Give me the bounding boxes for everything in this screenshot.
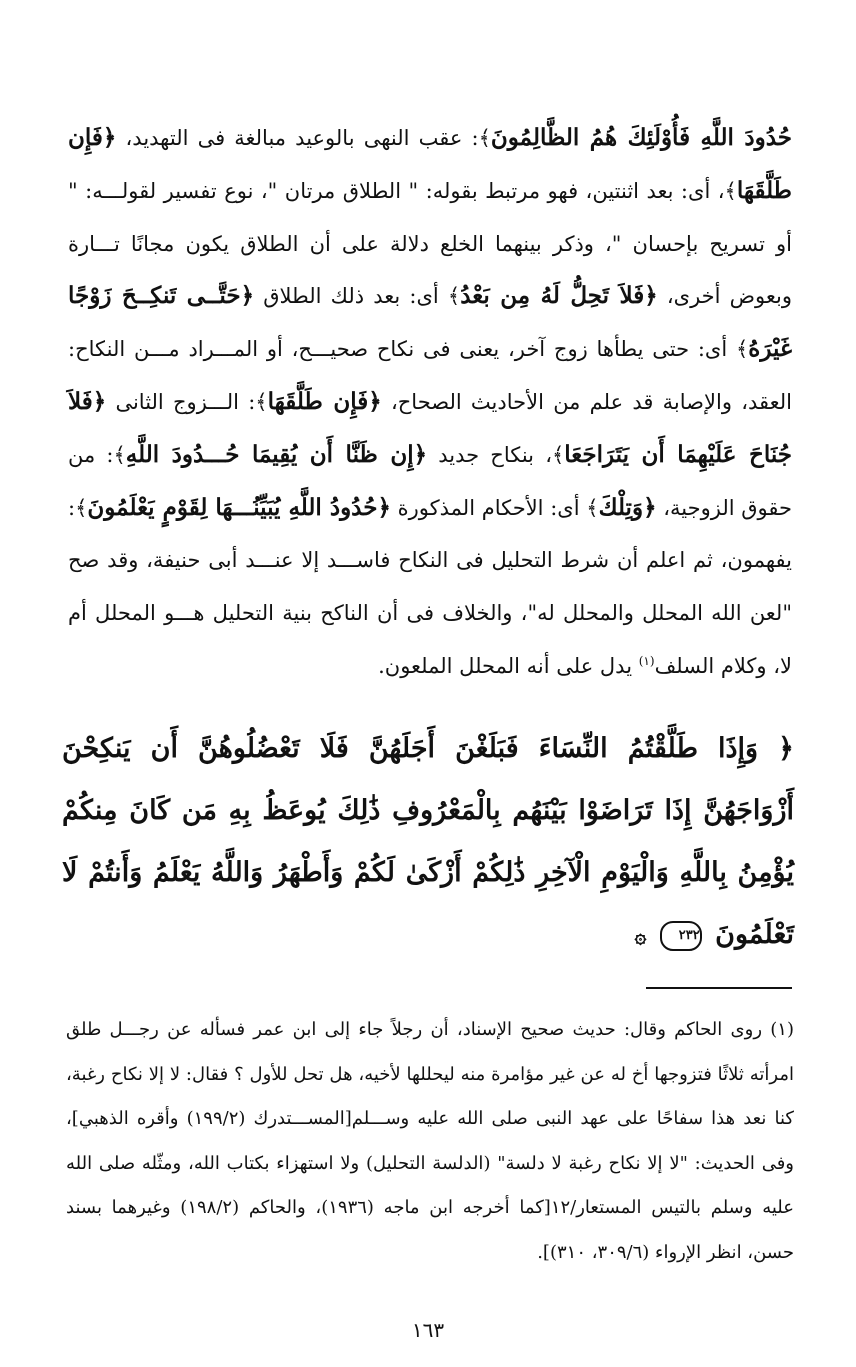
commentary-text: ﴾ أى: الأحكام المذكورة — [390, 495, 599, 520]
footnote-reference: (١) — [638, 653, 655, 668]
quran-quote: ﴿حُدُودُ اللَّهِ يُبَيِّنُـــهَا لِقَوْمٍ يَعْلَمُونَ — [87, 493, 391, 521]
quran-verse-block — [62, 718, 794, 967]
commentary-text: ﴾: عقب النهى بالوعيد مبالغة فى التهديد، — [116, 126, 491, 150]
footnote-divider — [646, 987, 792, 989]
quran-quote: ﴿فَإِن طَلَّقَهَا — [267, 387, 382, 415]
commentary-text: ﴾ أى: حتى يطأها زوج آخر، يعنى فى نكاح صحيـــح، أو المـــراد مـــن النكاح: العقد، والإصابة قد علم من الأحاديث الصحاح، — [68, 337, 792, 414]
commentary-text: ﴾: من حقوق الزوجية، — [68, 442, 792, 520]
quran-quote: ﴿وَتِلْكَ — [598, 493, 657, 521]
commentary-text: يدل على أنه المحلل الملعون. — [378, 653, 639, 678]
page-number: ١٦٣ — [411, 1318, 445, 1342]
quran-quote: ﴿فَإِن طَلَّقَهَا — [68, 124, 792, 204]
commentary-text: ﴾ أى: بعد ذلك الطلاق — [254, 284, 461, 309]
quran-quote: حُدُودَ اللَّهِ فَأُوْلَئِكَ هُمُ الظَّالِمُونَ — [490, 124, 792, 151]
footnote: (١) روى الحاكم وقال: حديث صحيح الإسناد، أن رجلاً جاء إلى ابن عمر فسأله عن رجـــل طلق امرأته ثلاثًا فتزوجها أخ له عن غير مؤامرة منه ليحللها لأخيه، هل تحل للأول ؟ فقال: لا إلا نكاح رغبة، كنا نعد هذا سفاحًا على عهد النبى صلى الله عليه وســـلم[المســـتدرك (١٩٩/٢) وأقره الذهبي]، وفى الحديث: "لا إلا نكاح رغبة لا دلسة" (الدلسة التحليل) ولا استهزاء بكتاب الله، ومثّله صلى الله عليه وسلم بالتيس المستعار/١٢[كما أخرجه ابن ماجه (١٩٣٦)، والحاكم (١٩٨/٢) وغيرهما بسند حسن، انظر الإرواء (٣٠٩/٦، ٣١٠)]. — [66, 1019, 794, 1263]
quran-quote: ﴿حَتَّــى تَنكِــحَ زَوْجًا غَيْرَهُ — [68, 282, 792, 363]
quran-quote: ﴿فَلاَ تَحِلُّ لَهُ مِن بَعْدُ — [460, 282, 658, 310]
commentary-text: ﴾: الـــزوج الثانى — [106, 389, 268, 414]
commentary-paragraph — [68, 112, 792, 693]
quran-quote: ﴿فَلاَ جُنَاحَ عَلَيْهِمَا أَن يَتَرَاجَعَا — [68, 387, 793, 468]
quran-verse-text: ﴿ وَإِذَا طَلَّقْتُمُ النِّسَاءَ فَبَلَغْنَ أَجَلَهُنَّ فَلَا تَعْضُلُوهُنَّ أَن يَنكِحْنَ أَزْوَاجَهُنَّ إِذَا تَرَاضَوْا بَيْنَهُم بِالْمَعْرُوفِ ذَٰلِكَ يُوعَظُ بِهِ مَن كَانَ مِنكُمْ يُؤْمِنُ بِاللَّهِ وَالْيَوْمِ الْآخِرِ ذَٰلِكُمْ أَزْكَىٰ لَكُمْ وَأَطْهَرُ وَاللَّهُ يَعْلَمُ وَأَنتُمْ لَا تَعْلَمُونَ — [62, 733, 795, 950]
quran-quote: ﴿إِن ظَنَّا أَن يُقِيمَا حُـــدُودَ اللَّهِ — [125, 440, 428, 468]
commentary-text: ﴾، أى: بعد اثنتين، فهو مرتبط بقوله: " الطلاق مرتان "، نوع تفسير لقولـــه: " أو تسريح بإحسان "، وذكر بينهما الخلع دلالة على أن الطلاق يكون مجانًا تـــارة وبعوض أخرى، — [68, 178, 793, 309]
commentary-text: ﴾: يفهمون، ثم اعلم أن شرط التحليل فى النكاح فاســـد إلا عنـــد أبى حنيفة، وقد صح "لعن الله المحلل والمحلل له"، والخلاف فى أن الناكح بنية التحليل هـــو المحلل أم لا، وكلام السلف — [68, 495, 792, 678]
verse-end-mark: ۞ — [634, 923, 647, 948]
verse-number-badge: ٢٣٢ — [660, 921, 702, 951]
commentary-text: ﴾، بنكاح جديد — [427, 442, 565, 467]
